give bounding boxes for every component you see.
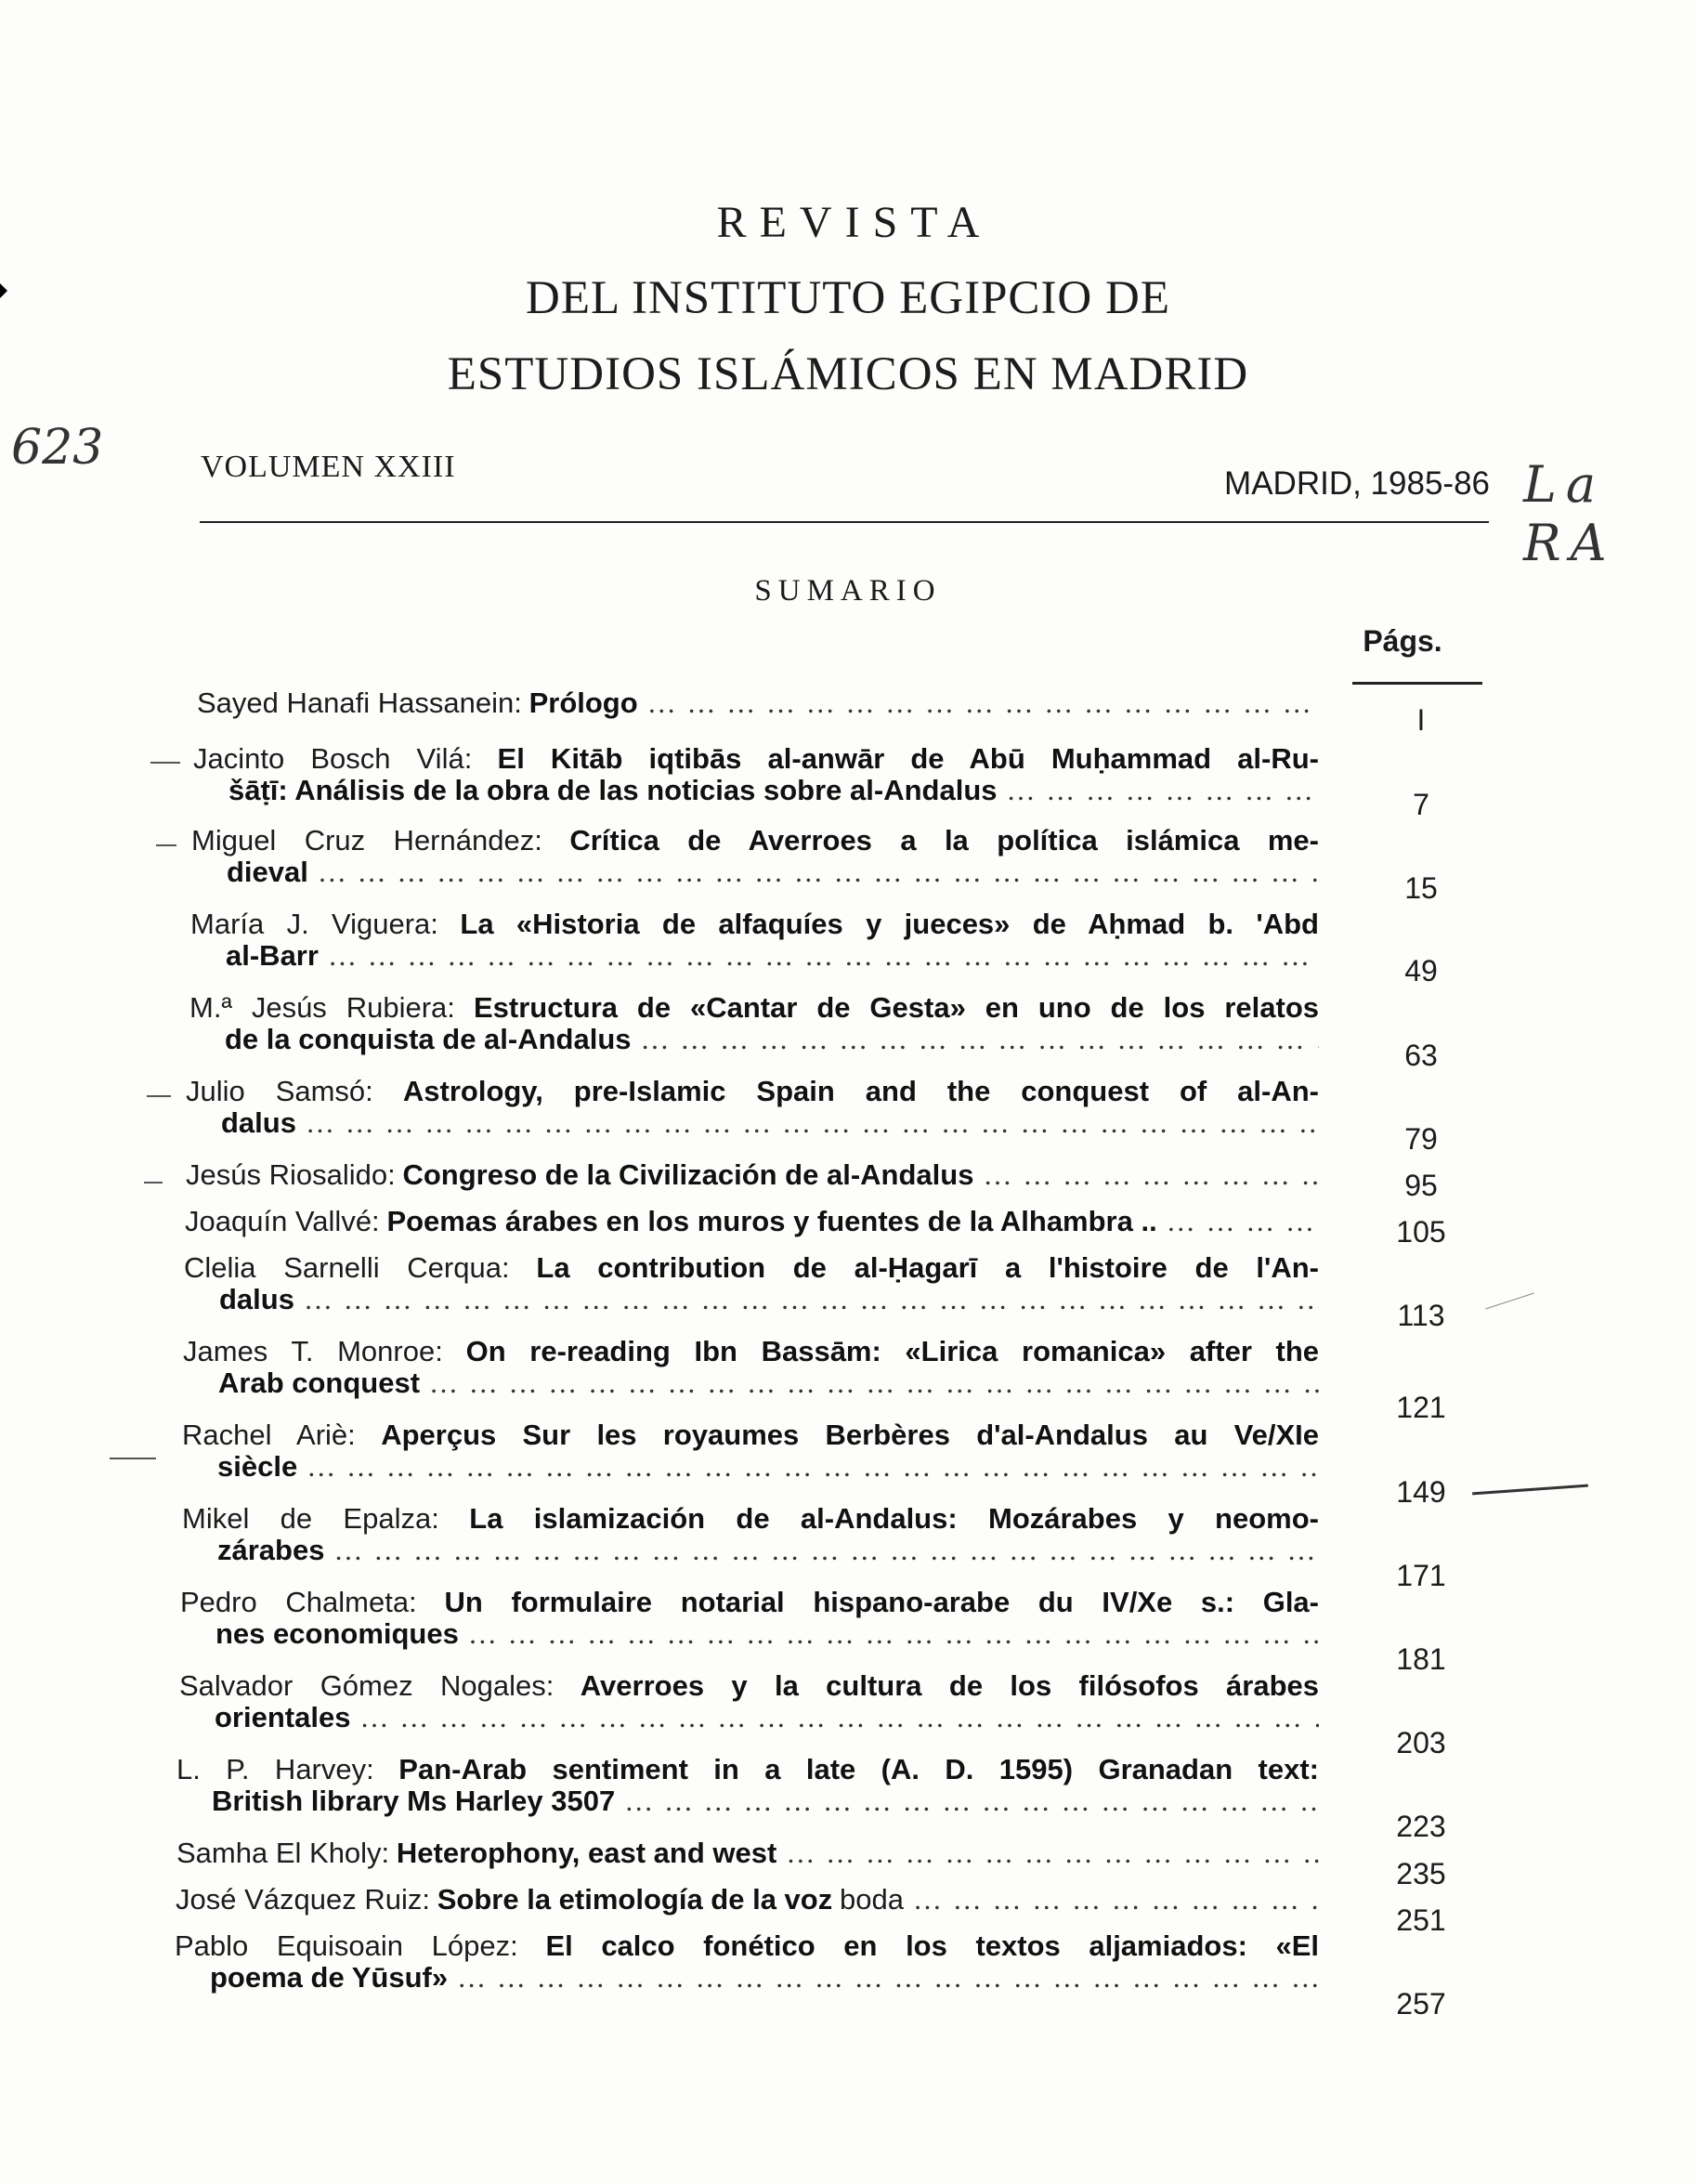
entry-author: James T. Monroe: — [183, 1336, 443, 1367]
toc-entry-line — [193, 743, 1319, 775]
entry-title-continued: dalus — [221, 1107, 296, 1139]
entry-title: Astrology, pre-Islamic Spain and the conquest of al-An- — [402, 1076, 1319, 1107]
handwritten-number: 623 — [11, 420, 104, 476]
toc-entry — [186, 1076, 1319, 1139]
toc-entry-line — [189, 1024, 1319, 1055]
toc-entry — [190, 909, 1319, 972]
entry-page-number: 171 — [1396, 1559, 1446, 1592]
toc-entry — [189, 992, 1319, 1055]
toc-entry-line — [182, 1535, 1319, 1566]
dot-leader — [359, 1702, 1319, 1733]
toc-entry-line — [186, 1159, 1319, 1191]
entry-page-number: I — [1416, 703, 1426, 737]
entry-title: Averroes y la cultura de los filósofos árabes — [580, 1670, 1319, 1702]
toc-entry — [183, 1336, 1319, 1399]
journal-title-line-2: DEL INSTITUTO EGIPCIO DE — [526, 272, 1170, 324]
entry-title: La contribution de al-Ḥagarī a l'histoire de l'An- — [536, 1252, 1319, 1284]
entry-page-number: 149 — [1396, 1475, 1446, 1509]
entry-page-number: 49 — [1404, 954, 1438, 987]
pages-column-label: Págs. — [1363, 624, 1442, 658]
toc-entry — [182, 1503, 1319, 1566]
toc-entry — [193, 743, 1319, 806]
toc-entry — [184, 1252, 1319, 1315]
dot-leader — [457, 1962, 1319, 1994]
entry-page-number: 113 — [1397, 1299, 1445, 1332]
toc-entry-line — [191, 857, 1319, 888]
entry-page-number: 121 — [1396, 1391, 1446, 1424]
entry-title: El calco fonético en los textos aljamiados: «El — [545, 1930, 1319, 1962]
entry-title-continued: poema de Yūsuf» — [210, 1962, 449, 1994]
toc-entry-line — [182, 1451, 1319, 1483]
toc-entry-line — [175, 1930, 1319, 1962]
toc-entry-line — [193, 775, 1319, 806]
toc-entry-line — [176, 1754, 1319, 1785]
entry-page-number: 203 — [1396, 1726, 1446, 1759]
toc-entry-line — [184, 1284, 1319, 1315]
toc-entry-line — [191, 825, 1319, 857]
entry-title: Pan-Arab sentiment in a late (A. D. 1595) Granadan text: — [398, 1754, 1319, 1785]
margin-mark — [1472, 1484, 1588, 1496]
toc-entry-line — [182, 1419, 1319, 1451]
dot-leader — [647, 687, 1319, 719]
dot-leader — [983, 1159, 1319, 1191]
handwritten-note: La RA — [1523, 455, 1616, 572]
journal-title-line-3: ESTUDIOS ISLÁMICOS EN MADRID — [447, 348, 1249, 400]
dot-leader — [1007, 775, 1320, 806]
entry-title-continued: dalus — [219, 1284, 294, 1315]
entry-page-number: 15 — [1404, 871, 1438, 905]
dot-leader — [641, 1024, 1319, 1055]
toc-entry-line — [197, 687, 1319, 719]
header-rule — [200, 521, 1489, 523]
dot-leader — [786, 1837, 1319, 1869]
entry-page-number: 235 — [1396, 1857, 1446, 1890]
entry-title: Prólogo — [528, 687, 638, 719]
dot-leader — [328, 940, 1319, 972]
toc-entry — [175, 1930, 1319, 1994]
entry-title: El Kitāb iqtibās al-anwār de Abū Muḥammad al-Ru- — [497, 743, 1319, 775]
entry-title-continued: orientales — [215, 1702, 351, 1733]
entry-author: Julio Samsó: — [186, 1076, 373, 1107]
dot-leader — [1167, 1206, 1319, 1237]
toc-entry-line — [175, 1962, 1319, 1994]
toc-entry — [176, 1837, 1319, 1869]
toc-entry — [179, 1670, 1319, 1733]
entry-author: Samha El Kholy: — [176, 1837, 390, 1869]
entry-title-continued: zárabes — [217, 1535, 325, 1566]
entry-title-continued: siècle — [217, 1451, 298, 1483]
toc-entry-line — [186, 1107, 1319, 1139]
entry-author: María J. Viguera: — [190, 909, 438, 940]
toc-entry — [180, 1587, 1319, 1650]
toc-entry-line — [176, 1837, 1319, 1869]
entry-page-number: 7 — [1413, 788, 1429, 821]
entry-title: La islamización de al-Andalus: Mozárabes y neomo- — [469, 1503, 1319, 1535]
toc-entry-line — [179, 1702, 1319, 1733]
entry-title-continued: de la conquista de al-Andalus — [225, 1024, 632, 1055]
entry-author: José Vázquez Ruiz: — [176, 1884, 430, 1916]
toc-entry-line — [176, 1785, 1319, 1817]
entry-page-number: 251 — [1396, 1903, 1446, 1937]
entry-title-continued: dieval — [227, 857, 308, 888]
toc-heading: SUMARIO — [754, 574, 942, 608]
dot-leader — [429, 1367, 1319, 1399]
toc-entry — [185, 1206, 1319, 1237]
entry-title-tail: boda — [839, 1884, 904, 1916]
volume-label: VOLUMEN XXIII — [201, 450, 456, 484]
entry-title: Crítica de Averroes a la política islámica me- — [569, 825, 1319, 857]
toc-entry-line — [190, 909, 1319, 940]
toc-entry-line — [185, 1206, 1319, 1237]
place-date: MADRID, 1985-86 — [1224, 465, 1490, 502]
entry-author: Salvador Gómez Nogales: — [179, 1670, 554, 1702]
entry-title: Heterophony, east and west — [396, 1837, 777, 1869]
entry-title-continued: šāṭī: Análisis de la obra de las noticias sobre al-Andalus — [228, 775, 998, 806]
dot-leader — [333, 1535, 1319, 1566]
entry-title: On re-reading Ibn Bassām: «Lirica romanica» after the — [465, 1336, 1319, 1367]
toc-entry-line — [183, 1367, 1319, 1399]
dot-leader — [624, 1785, 1319, 1817]
toc-entry-line — [182, 1503, 1319, 1535]
margin-mark — [147, 1095, 171, 1097]
toc-entry — [176, 1754, 1319, 1817]
entry-page-number: 63 — [1404, 1039, 1438, 1072]
entry-author: Rachel Ariè: — [182, 1419, 356, 1451]
entry-author: Clelia Sarnelli Cerqua: — [184, 1252, 510, 1284]
entry-author: Sayed Hanafi Hassanein: — [197, 687, 522, 719]
entry-title: Un formulaire notarial hispano-arabe du IV/Xe s.: Gla- — [444, 1587, 1319, 1618]
entry-page-number: 79 — [1404, 1122, 1438, 1156]
entry-author: Mikel de Epalza: — [182, 1503, 439, 1535]
toc-entry-line — [176, 1884, 1319, 1916]
toc-entry-line — [183, 1336, 1319, 1367]
entry-page-number: 95 — [1404, 1169, 1438, 1202]
margin-mark — [110, 1458, 156, 1459]
pages-column-rule — [1352, 682, 1482, 685]
toc-entry-line — [179, 1670, 1319, 1702]
entry-title-continued: Arab conquest — [218, 1367, 421, 1399]
entry-title: Estructura de «Cantar de Gesta» en uno de los relatos — [473, 992, 1319, 1024]
entry-title-continued: nes economiques — [215, 1618, 459, 1650]
margin-mark — [144, 1182, 163, 1184]
toc-entry-line — [189, 992, 1319, 1024]
dot-leader — [304, 1284, 1319, 1315]
entry-author: Pablo Equisoain López: — [175, 1930, 518, 1962]
toc-entry — [186, 1159, 1319, 1191]
dot-leader — [913, 1884, 1319, 1916]
entry-author: Miguel Cruz Hernández: — [191, 825, 542, 857]
entry-title: Sobre la etimología de la voz — [437, 1884, 833, 1916]
dot-leader — [468, 1618, 1319, 1650]
toc-entry — [182, 1419, 1319, 1483]
entry-page-number: 181 — [1396, 1642, 1446, 1676]
toc-entry-line — [190, 940, 1319, 972]
entry-title: Poemas árabes en los muros y fuentes de la Alhambra .. — [386, 1206, 1157, 1237]
entry-author: L. P. Harvey: — [176, 1754, 374, 1785]
toc-entry — [197, 687, 1319, 719]
entry-author: M.ª Jesús Rubiera: — [189, 992, 455, 1024]
entry-title: Congreso de la Civilización de al-Andalus — [402, 1159, 974, 1191]
entry-page-number: 223 — [1396, 1810, 1446, 1843]
entry-title: La «Historia de alfaquíes y jueces» de Aḥmad b. 'Abd — [460, 909, 1319, 940]
margin-mark — [1485, 1293, 1534, 1310]
toc-entry-line — [180, 1587, 1319, 1618]
toc-entry-line — [180, 1618, 1319, 1650]
dot-leader — [307, 1451, 1319, 1483]
entry-page-number: 257 — [1396, 1987, 1446, 2021]
toc-entry — [176, 1884, 1319, 1916]
toc-entry-line — [184, 1252, 1319, 1284]
toc-entry — [191, 825, 1319, 888]
entry-title-continued: British library Ms Harley 3507 — [212, 1785, 616, 1817]
entry-author: Pedro Chalmeta: — [180, 1587, 417, 1618]
margin-mark — [150, 762, 180, 764]
entry-page-number: 105 — [1396, 1215, 1446, 1249]
journal-title-line-1: REVISTA — [716, 198, 993, 247]
entry-author: Jesús Riosalido: — [186, 1159, 396, 1191]
dot-leader — [318, 857, 1319, 888]
entry-title-continued: al-Barr — [226, 940, 319, 972]
entry-title: Aperçus Sur les royaumes Berbères d'al-Andalus au Ve/XIe — [381, 1419, 1319, 1451]
dot-leader — [306, 1107, 1319, 1139]
entry-author: Jacinto Bosch Vilá: — [193, 743, 473, 775]
toc-entry-line — [186, 1076, 1319, 1107]
margin-mark — [156, 844, 176, 846]
entry-author: Joaquín Vallvé: — [185, 1206, 380, 1237]
